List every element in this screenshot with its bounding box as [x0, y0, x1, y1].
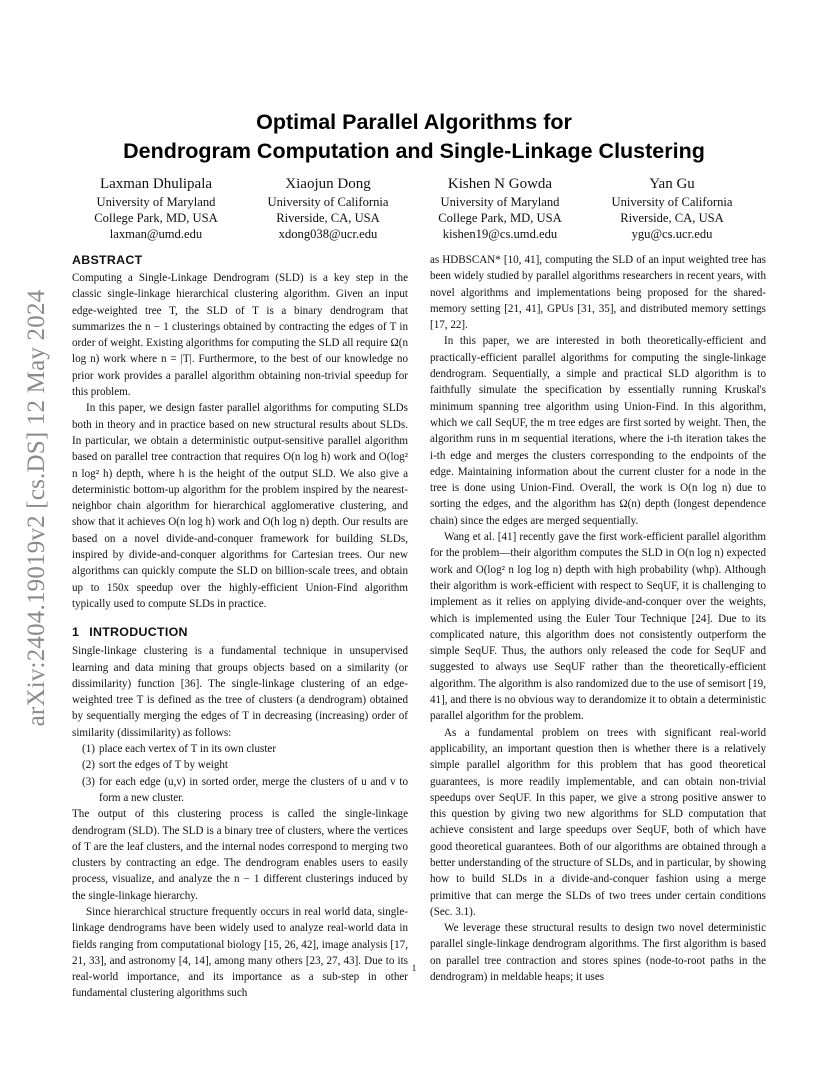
- paper-title-line-2: Dendrogram Computation and Single-Linkage Clustering: [123, 139, 705, 163]
- author-block: [72, 175, 756, 245]
- list-item: [72, 741, 408, 757]
- intro-paragraph-6: Wang et al. [41] recently gave the first work-efficient parallel algorithm for the problem—their algorithm computes the SLD in O(n log n) expected work and O(log² n log log n) depth with high probability (whp). Although their algorithm is work-efficient with respect to SeqUF, it is challenging to implement as it relies on applying divide-and-conquer over the weights, which is implemented using the Euler Tour Technique [24]. Due to its complicated nature, this algorithm does not consistently outperform the simple SeqUF. Thus, the authors only released the code for SeqUF and suggested to always use SeqUF rather than the theoretically-efficient algorithm. The algorithm is also randomized due to the use of semisort [19, 41], and there is no obvious way to derandomize it to obtain a deterministic parallel algorithm for the problem.: [430, 531, 766, 723]
- intro-paragraph-8: We leverage these structural results to design two novel deterministic parallel single-linkage dendrogram algorithms. The first algorithm is based on parallel tree contraction and stores spines (node-to-root paths in the dendrogram) in meldable heaps; it uses: [430, 922, 766, 984]
- author-name: Kishen N Gowda: [447, 176, 553, 192]
- introduction-heading: [72, 624, 408, 640]
- author-affiliation: University of California: [611, 195, 733, 209]
- list-item-text: sort the edges of T by weight: [99, 759, 228, 772]
- author-2: [244, 175, 412, 242]
- list-item: [72, 757, 408, 773]
- author-1: [72, 175, 240, 242]
- clustering-steps-list: [72, 741, 408, 806]
- abstract-heading: ABSTRACT: [72, 253, 143, 267]
- author-email[interactable]: kishen19@cs.umd.edu: [442, 227, 558, 241]
- list-item-text: place each vertex of T in its own cluster: [99, 743, 277, 756]
- author-location: Riverside, CA, USA: [620, 211, 724, 225]
- author-name: Xiaojun Dong: [285, 176, 371, 192]
- intro-paragraph-1: Single-linkage clustering is a fundamental technique in unsupervised learning and data mining that groups objects based on a similarity (or dissimilarity) function [36]. The single-linkage clustering of an edge-weighted tree T is defined as the tree of clusters (a dendrogram) obtained by sequentially merging the edges of T in decreasing (increasing) order of similarity (dissimilarity) as follows:: [72, 645, 408, 739]
- section-number: 1: [72, 625, 80, 640]
- author-location: College Park, MD, USA: [438, 211, 562, 225]
- author-affiliation: University of Maryland: [440, 195, 560, 209]
- author-email[interactable]: ygu@cs.ucr.edu: [631, 227, 713, 241]
- list-item-label: (2): [82, 759, 95, 772]
- list-item-label: (1): [82, 743, 95, 756]
- list-item-text: for each edge (u,v) in sorted order, merge the clusters of u and v to form a new cluster.: [99, 775, 408, 804]
- intro-paragraph-5: In this paper, we are interested in both theoretically-efficient and practically-efficient parallel algorithms for computing the single-linkage dendrogram. Sequentially, a simple and practical SLD algorithm is to faithfully simulate the specification by essentially running Kruskal's minimum spanning tree algorithm using Union-Find. In this algorithm, which we call SeqUF, the m tree edges are first sorted by weight. Then, the algorithm runs in m sequential iterations, where the i-th iteration takes the i-th edge and merges the clusters corresponding to the endpoints of the edge. Maintaining information about the current cluster for a node in the tree is done using Union-Find. Overall, the work is O(n log n) due to sorting the edges, and the algorithm has Ω(n) depth (longest dependence chain) since the edges are merged sequentially.: [430, 335, 766, 527]
- author-4: [588, 175, 756, 242]
- section-title: INTRODUCTION: [89, 625, 188, 640]
- intro-paragraph-7: As a fundamental problem on trees with significant real-world applicability, an important question then is whether there is a relatively simple parallel algorithm for this problem that has good theoretical guarantees, is more readily implementable, and can obtain non-trivial speedups over SeqUF. In this paper, we give a strong positive answer to this question by giving two new algorithms for SLD computation that achieve consistent and large speedups over SeqUF, both of which have good theoretical guarantees. Both of our algorithms are obtained through a better understanding of the structure of SLDs, and in particular, by showing how to build SLDs in a divide-and-conquer fashion using a merge primitive that can merge the SLDs of two trees under certain conditions (Sec. 3.1).: [430, 726, 766, 918]
- author-affiliation: University of California: [267, 195, 389, 209]
- author-name: Yan Gu: [649, 176, 695, 192]
- intro-paragraph-3: Since hierarchical structure frequently occurs in real world data, single-linkage dendrograms have been widely used to analyze real-world data in fields ranging from computational biology [15, 26, 42], image analysis [17, 21, 33], and astronomy [4, 14], among many others [23, 27, 43]. Due to its real-world importance, and its importance as a sub-step in other fundamental clustering algorithms such: [72, 905, 408, 1000]
- list-item: [72, 774, 408, 807]
- author-name: Laxman Dhulipala: [99, 176, 213, 192]
- right-column: [430, 252, 766, 985]
- paper-title: [72, 108, 756, 166]
- arxiv-identifier-text: arXiv:2404.19019v2 [cs.DS] 12 May 2024: [23, 289, 50, 727]
- intro-paragraph-4: as HDBSCAN* [10, 41], computing the SLD of an input weighted tree has been widely studied by parallel algorithms researchers in recent years, with novel algorithms and implementations being proposed for the shared-memory setting [21, 41], GPUs [31, 35], and distributed memory settings [17, 22].: [430, 254, 766, 332]
- author-location: College Park, MD, USA: [94, 211, 218, 225]
- author-3: [416, 175, 584, 242]
- intro-paragraph-2: The output of this clustering process is called the single-linkage dendrogram (SLD). The SLD is a binary tree of clusters, where the vertices of T are the leaf clusters, and the internal nodes correspond to merging two clusters by contracting an edge. The dendrogram enables users to easily process, visualize, and analyze the n − 1 different clusterings induced by the single-linkage hierarchy.: [72, 808, 408, 902]
- author-affiliation: University of Maryland: [96, 195, 216, 209]
- list-item-label: (3): [82, 775, 95, 788]
- author-email[interactable]: laxman@umd.edu: [109, 227, 203, 241]
- arxiv-identifier-stamp: [22, 268, 52, 748]
- paper-title-line-1: Optimal Parallel Algorithms for: [256, 110, 572, 134]
- author-email[interactable]: xdong038@ucr.edu: [278, 227, 378, 241]
- left-column: [72, 252, 408, 1002]
- author-location: Riverside, CA, USA: [276, 211, 380, 225]
- abstract-paragraph-2: In this paper, we design faster parallel algorithms for computing SLDs both in theory and in practice based on new structural results about SLDs. In particular, we obtain a deterministic output-sensitive parallel algorithm based on parallel tree contraction that requires O(n log h) work and O(log² n log² h) depth, where h is the height of the output SLD. We also give a deterministic bottom-up algorithm for the problem inspired by the nearest-neighbor chain algorithm for hierarchical agglomerative clustering, and show that it achieves O(n log h) work and O(h log n) depth. Our results are based on a novel divide-and-conquer framework for building SLDs, inspired by divide-and-conquer algorithms for Cartesian trees. Our new algorithms can quickly compute the SLD on billion-scale trees, and obtain up to 150x speedup over the highly-efficient Union-Find algorithm typically used to compute SLDs in practice.: [72, 402, 408, 610]
- page-number: 1: [411, 964, 417, 974]
- abstract-paragraph-1: Computing a Single-Linkage Dendrogram (SLD) is a key step in the classic single-linkage hierarchical clustering algorithm. Given an input edge-weighted tree T, the SLD of T is a binary dendrogram that summarizes the n − 1 clusterings obtained by contracting the edges of T in order of weight. Existing algorithms for computing the SLD all require Ω(n log n) work where n = |T|. Furthermore, to the best of our knowledge no prior work provides a parallel algorithm obtaining non-trivial speedup for this problem.: [72, 272, 408, 399]
